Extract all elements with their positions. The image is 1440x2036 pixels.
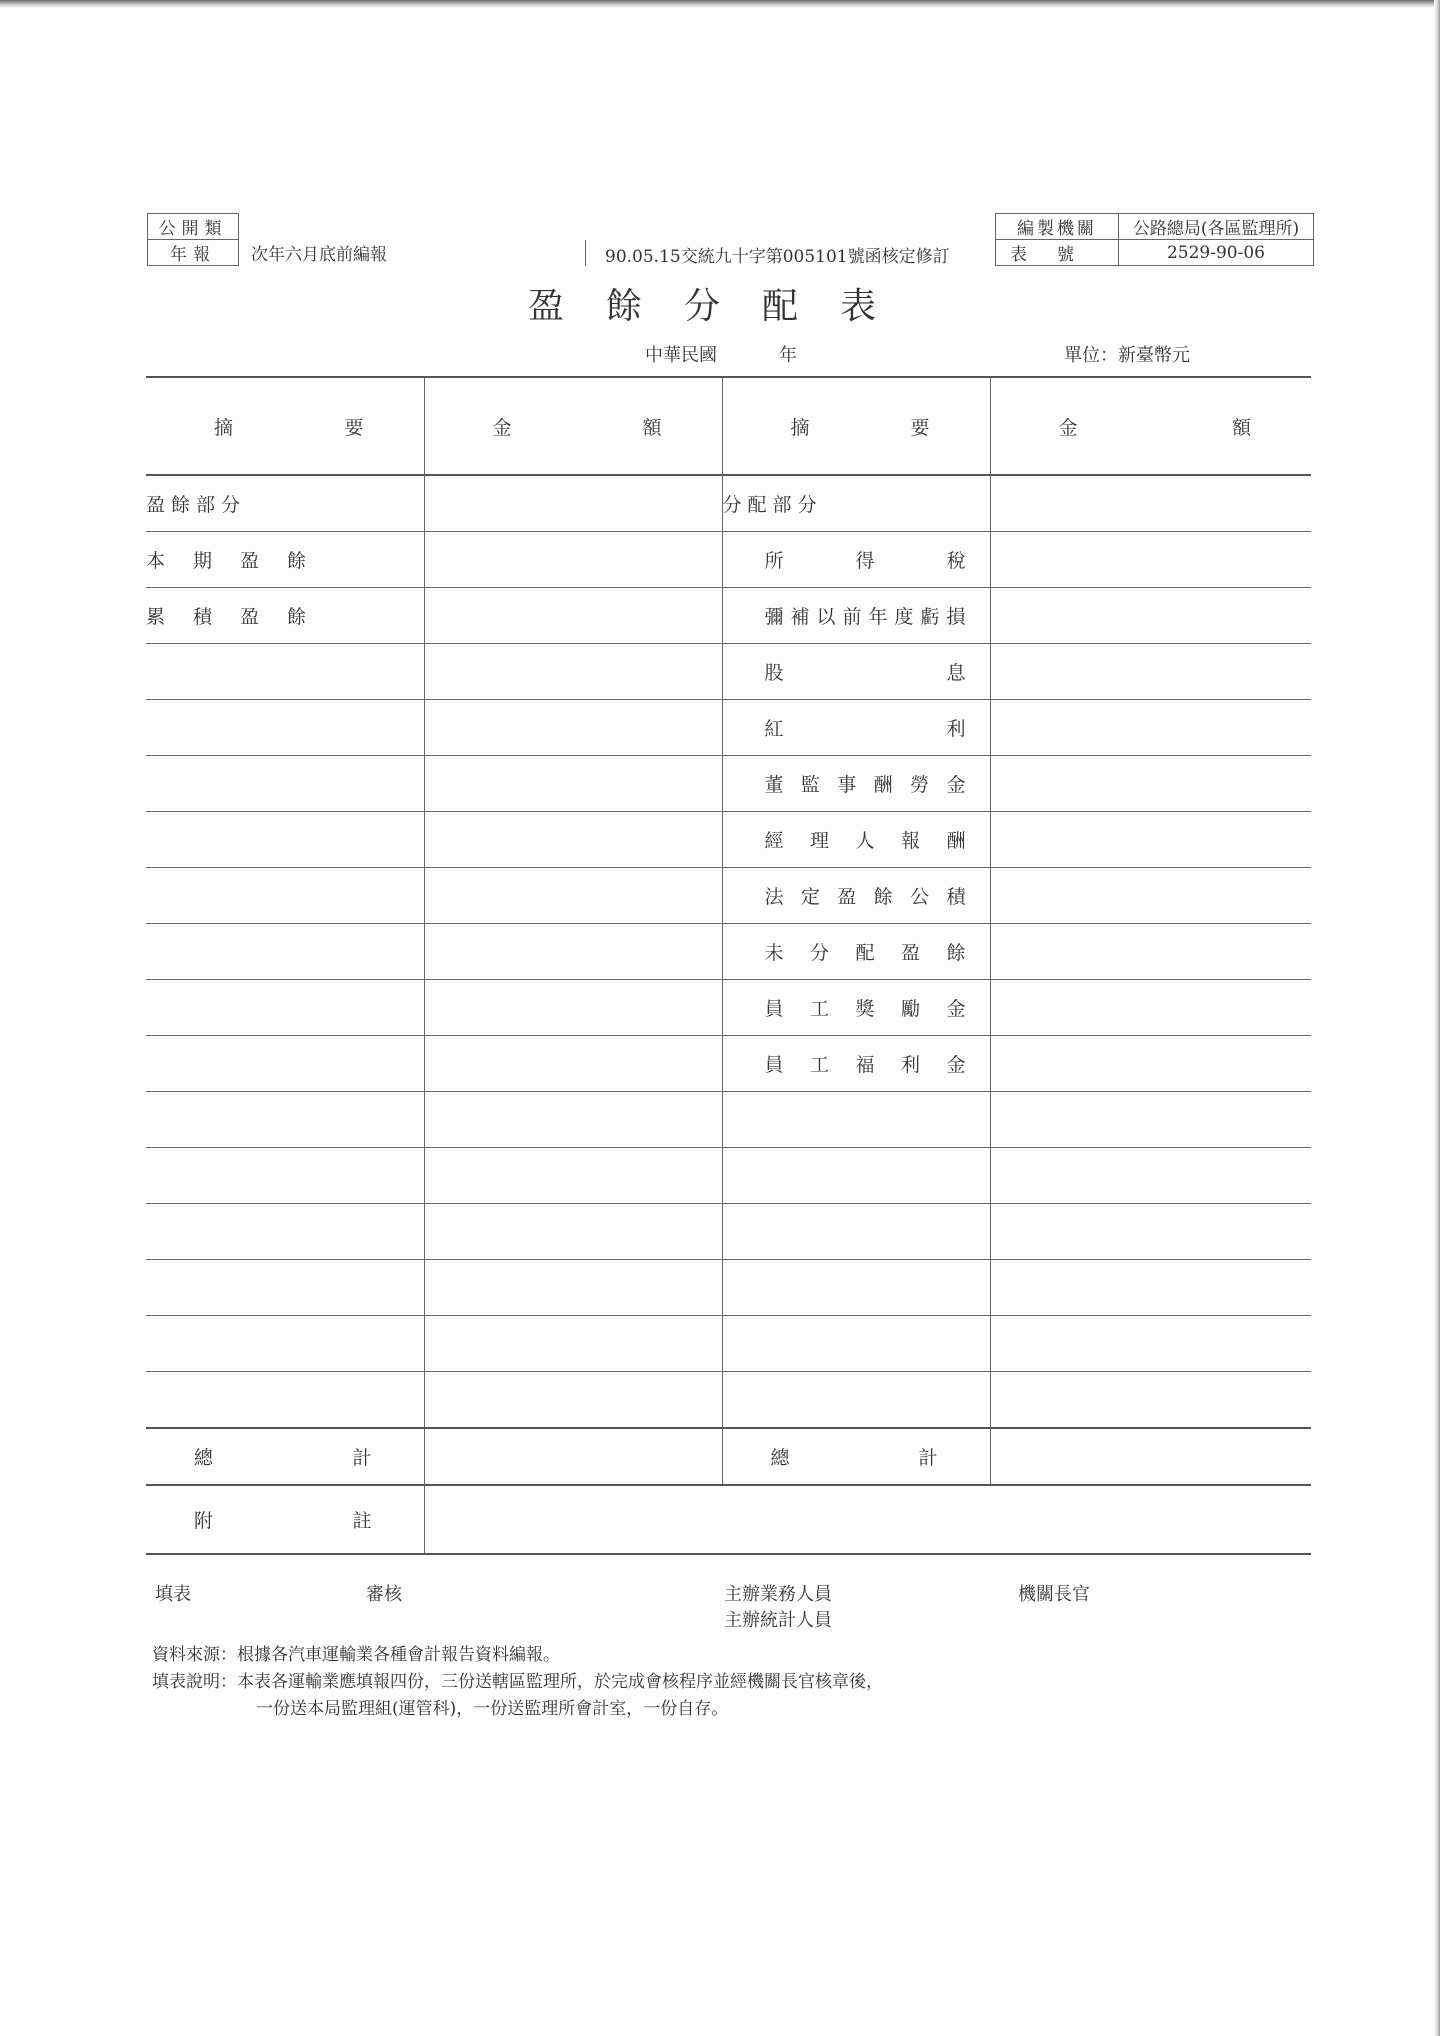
table-row	[146, 1036, 1311, 1092]
amount-cell-left	[424, 1148, 722, 1204]
instructions-note-line2: 一份送本局監理組(運管科)，一份送監理所會計室，一份自存。	[256, 1699, 729, 1719]
table-row	[146, 532, 1311, 588]
summary-cell-left	[146, 1092, 424, 1148]
summary-cell-right: 彌 補 以 前 年 度 虧 損	[722, 588, 990, 644]
signature-statistics-officer: 主辦統計人員	[724, 1610, 832, 1631]
signature-filler: 填表	[155, 1584, 191, 1605]
amount-cell-left	[424, 1092, 722, 1148]
scan-edge	[0, 0, 1440, 8]
frequency-value: 次年六月底前編報	[239, 240, 586, 266]
summary-cell-left	[146, 644, 424, 700]
form-title: 盈餘分配表	[528, 286, 919, 327]
year-prefix: 中華民國	[645, 345, 717, 366]
amount-cell-right	[990, 644, 1311, 700]
summary-cell-left	[146, 700, 424, 756]
approval-reference: 90.05.15交統九十字第005101號函核定修訂	[605, 247, 950, 267]
amount-cell-right	[990, 980, 1311, 1036]
amount-cell-left	[424, 532, 722, 588]
table-row	[146, 868, 1311, 924]
instructions-note-line1: 填表說明：本表各運輸業應填報四份，三份送轄區監理所，於完成會核程序並經機關長官核章後，	[152, 1672, 883, 1692]
column-header-amount-left: 金 額	[424, 377, 722, 475]
table-header-row	[146, 377, 1311, 475]
summary-cell-left: 累積盈餘	[146, 588, 424, 644]
table-row	[146, 1372, 1311, 1429]
category-label: 公開類	[148, 214, 239, 240]
summary-cell-right: 紅 利	[722, 700, 990, 756]
amount-cell-left	[424, 1316, 722, 1372]
summary-cell-left	[146, 1036, 424, 1092]
signature-business-officer: 主辦業務人員	[724, 1584, 832, 1605]
signature-reviewer: 審核	[366, 1584, 402, 1605]
remarks-row	[146, 1485, 1311, 1554]
signature-head: 機關長官	[1018, 1584, 1090, 1605]
summary-cell-right	[722, 1316, 990, 1372]
amount-cell-left	[424, 475, 722, 532]
summary-cell-left: 本期盈餘	[146, 532, 424, 588]
summary-cell-right: 所 得 稅	[722, 532, 990, 588]
amount-cell-right	[990, 1148, 1311, 1204]
amount-cell-right	[990, 1092, 1311, 1148]
form-no-label: 表號	[996, 240, 1119, 266]
summary-cell-right: 分配部分	[722, 475, 990, 532]
total-row	[146, 1428, 1311, 1485]
amount-cell-left	[424, 1372, 722, 1429]
amount-cell-right	[990, 475, 1311, 532]
amount-cell-right	[990, 532, 1311, 588]
column-header-amount-right: 金 額	[990, 377, 1311, 475]
agency-value: 公路總局(各區監理所)	[1119, 214, 1314, 240]
table-row	[146, 644, 1311, 700]
scan-edge	[1434, 0, 1440, 2036]
amount-cell-right	[990, 1372, 1311, 1429]
amount-cell-right	[990, 868, 1311, 924]
summary-cell-right: 員 工 獎 勵 金	[722, 980, 990, 1036]
total-label-left: 總 計	[146, 1428, 424, 1485]
table-row	[146, 1260, 1311, 1316]
summary-cell-right	[722, 1148, 990, 1204]
amount-cell-right	[990, 1260, 1311, 1316]
currency-unit: 單位：新臺幣元	[1064, 345, 1190, 366]
table-row	[146, 1204, 1311, 1260]
table-row	[146, 924, 1311, 980]
year-suffix: 年	[779, 345, 797, 366]
amount-cell-left	[424, 700, 722, 756]
table-row	[146, 756, 1311, 812]
summary-cell-right: 董 監 事 酬 勞 金	[722, 756, 990, 812]
form-no-value: 2529-90-06	[1119, 240, 1314, 266]
amount-cell-left	[424, 756, 722, 812]
agency-label: 編製機關	[996, 214, 1119, 240]
summary-cell-right: 股 息	[722, 644, 990, 700]
summary-cell-right: 經 理 人 報 酬	[722, 812, 990, 868]
table-row	[146, 1148, 1311, 1204]
amount-cell-right	[990, 756, 1311, 812]
summary-cell-left	[146, 812, 424, 868]
amount-cell-left	[424, 924, 722, 980]
summary-cell-left	[146, 924, 424, 980]
total-amount-right	[990, 1428, 1311, 1485]
amount-cell-left	[424, 588, 722, 644]
summary-cell-left	[146, 1148, 424, 1204]
summary-cell-right: 未 分 配 盈 餘	[722, 924, 990, 980]
amount-cell-left	[424, 1204, 722, 1260]
table-row	[146, 1316, 1311, 1372]
frequency-label: 年報	[148, 240, 239, 266]
header-agency-box	[995, 213, 1314, 266]
form-notes	[152, 1642, 883, 1723]
amount-cell-right	[990, 924, 1311, 980]
summary-cell-left	[146, 1260, 424, 1316]
column-header-summary-right: 摘 要	[722, 377, 990, 475]
amount-cell-right	[990, 1316, 1311, 1372]
remarks-field	[424, 1485, 1311, 1554]
summary-cell-left	[146, 980, 424, 1036]
amount-cell-left	[424, 868, 722, 924]
summary-cell-left	[146, 756, 424, 812]
total-amount-left	[424, 1428, 722, 1485]
summary-cell-right	[722, 1260, 990, 1316]
report-year	[645, 341, 797, 367]
amount-cell-left	[424, 644, 722, 700]
header-classification-box	[147, 213, 586, 266]
column-header-summary-left: 摘 要	[146, 377, 424, 475]
summary-cell-right: 法 定 盈 餘 公 積	[722, 868, 990, 924]
summary-cell-right	[722, 1372, 990, 1429]
total-label-right: 總 計	[722, 1428, 990, 1485]
summary-cell-left	[146, 1316, 424, 1372]
table-row	[146, 812, 1311, 868]
table-row	[146, 1092, 1311, 1148]
summary-cell-left	[146, 868, 424, 924]
distribution-table	[146, 376, 1311, 1555]
summary-cell-right	[722, 1092, 990, 1148]
summary-cell-left: 盈餘部分	[146, 475, 424, 532]
data-source-note: 資料來源：根據各汽車運輸業各種會計報告資料編報。	[152, 1645, 560, 1665]
remarks-label: 附 註	[146, 1485, 424, 1554]
amount-cell-right	[990, 812, 1311, 868]
table-row	[146, 980, 1311, 1036]
amount-cell-left	[424, 1036, 722, 1092]
amount-cell-left	[424, 980, 722, 1036]
summary-cell-right: 員 工 福 利 金	[722, 1036, 990, 1092]
table-row	[146, 475, 1311, 532]
table-row	[146, 700, 1311, 756]
summary-cell-right	[722, 1204, 990, 1260]
summary-cell-left	[146, 1204, 424, 1260]
amount-cell-right	[990, 700, 1311, 756]
amount-cell-right	[990, 588, 1311, 644]
amount-cell-left	[424, 1260, 722, 1316]
amount-cell-left	[424, 812, 722, 868]
summary-cell-left	[146, 1372, 424, 1429]
amount-cell-right	[990, 1036, 1311, 1092]
table-row	[146, 588, 1311, 644]
amount-cell-right	[990, 1204, 1311, 1260]
